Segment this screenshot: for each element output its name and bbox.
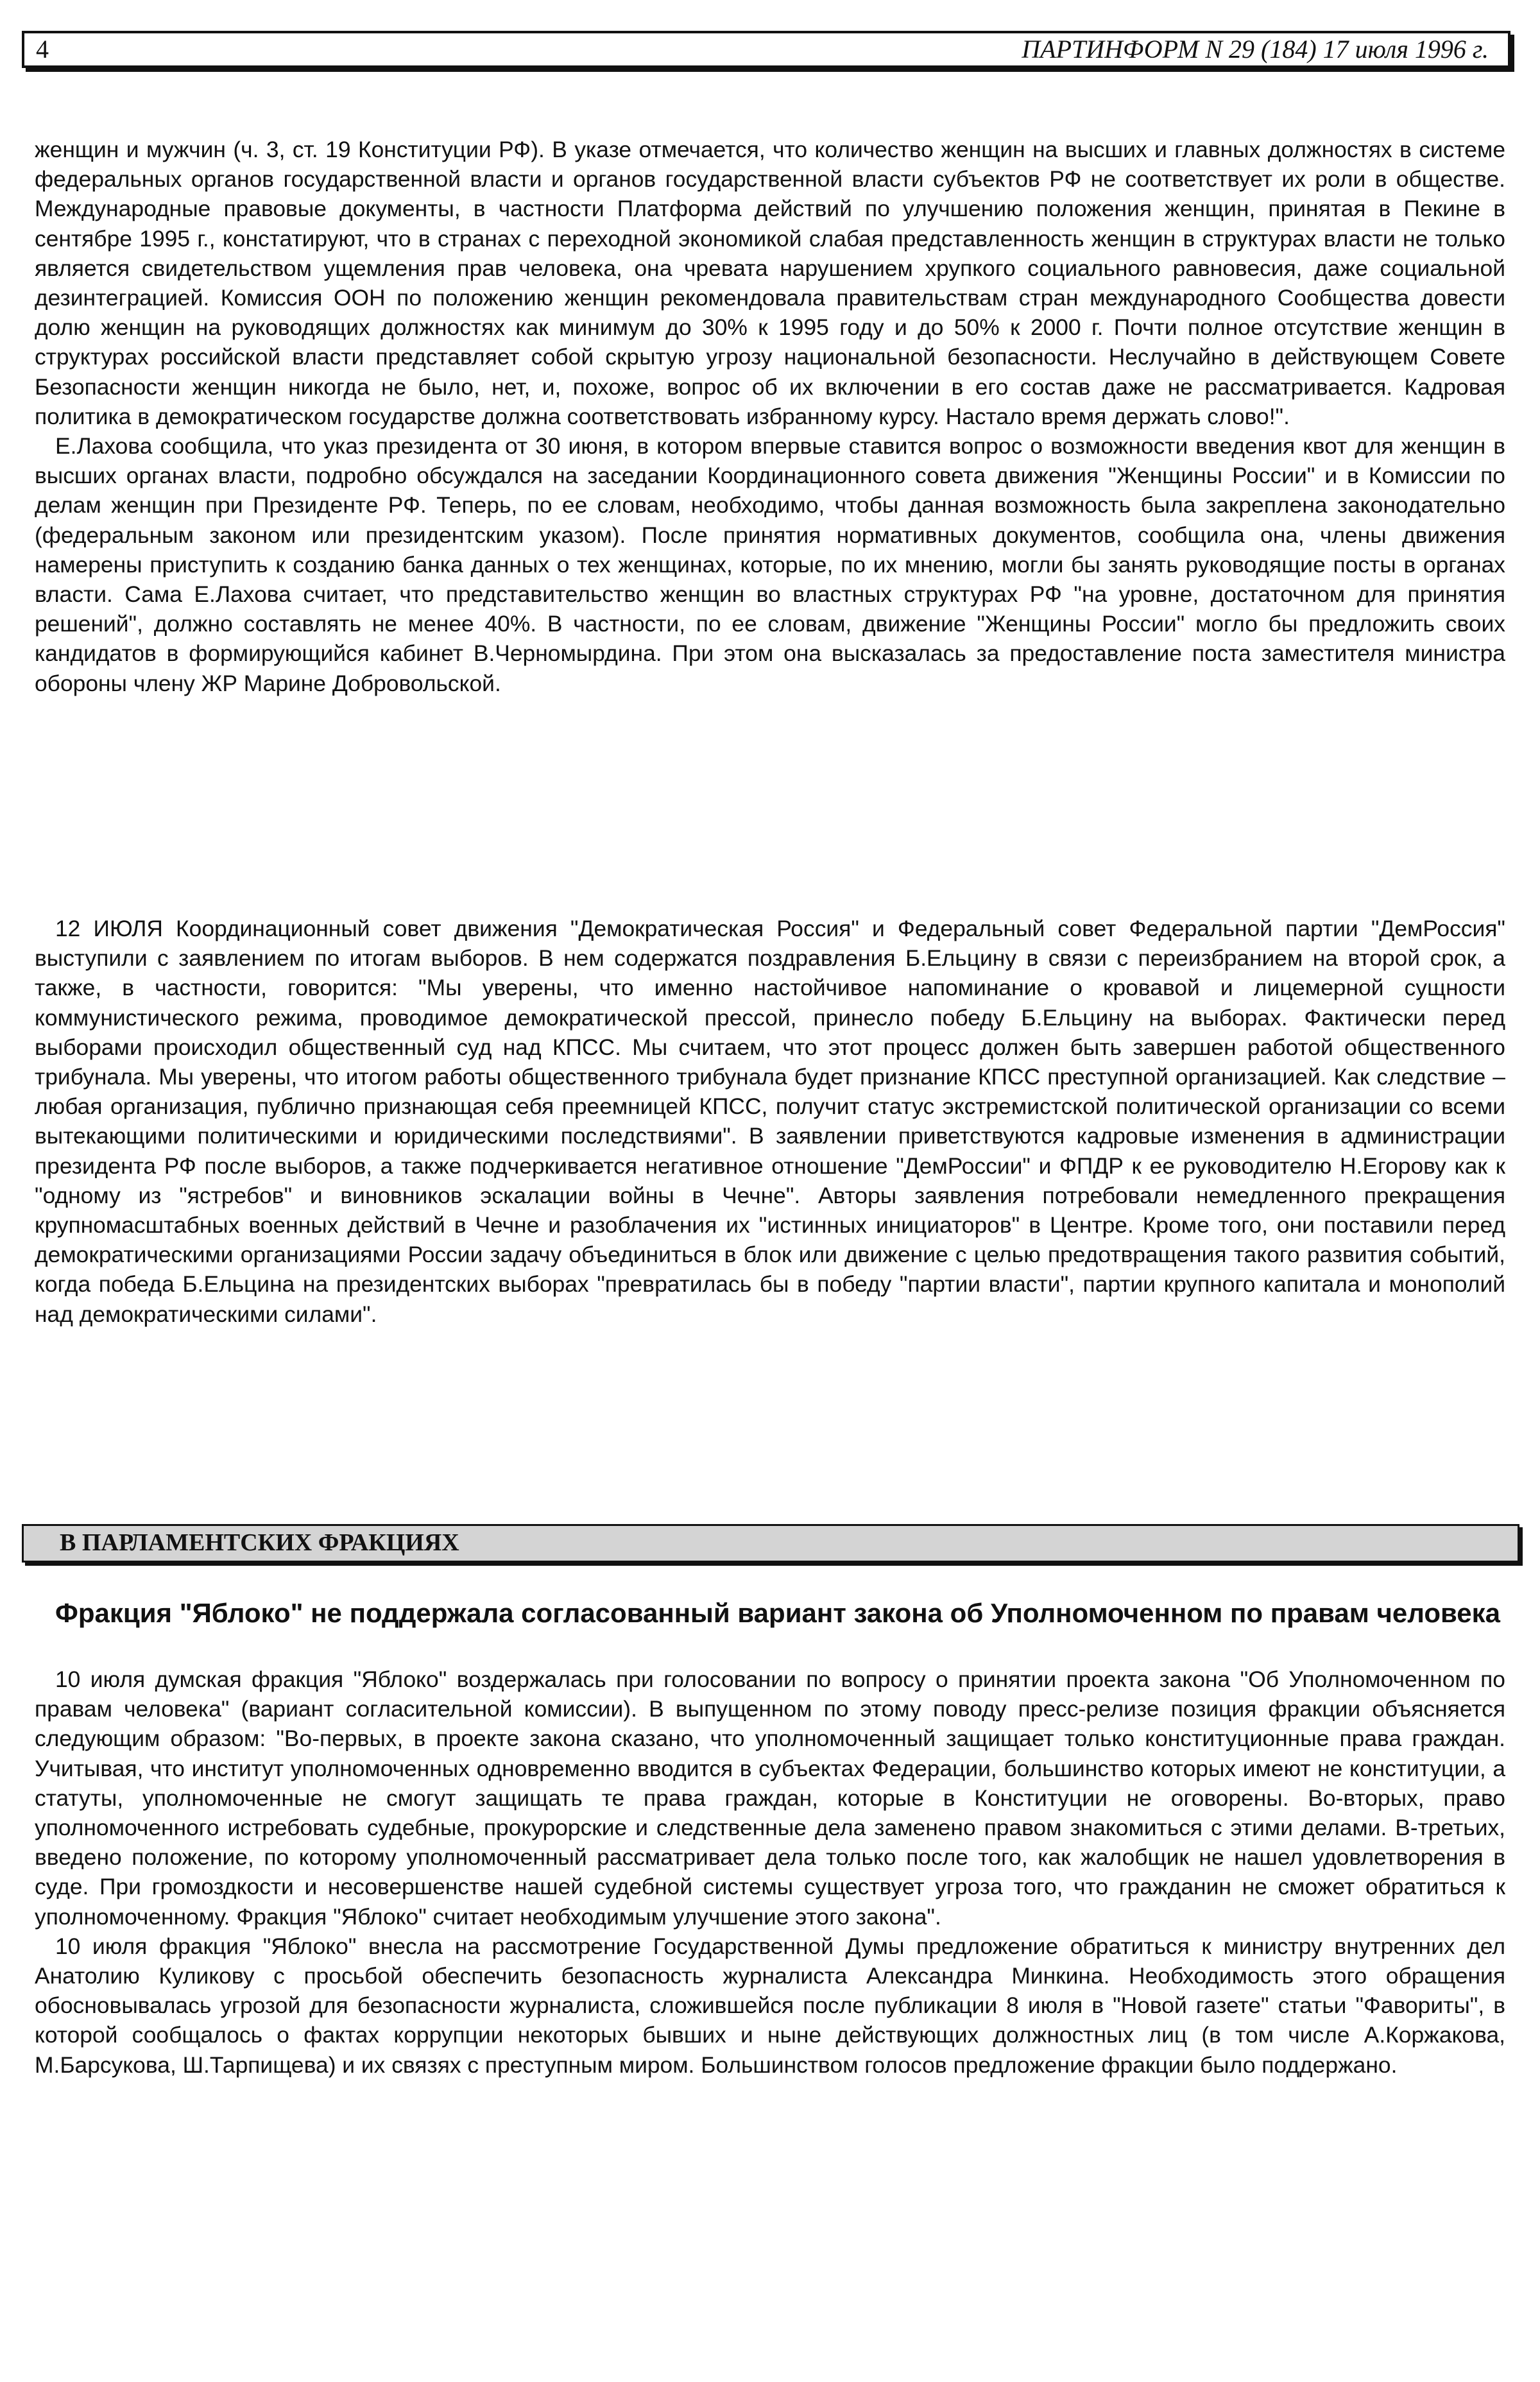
demrossiya-statement-block <box>35 914 1505 1329</box>
paragraph: женщин и мужчин (ч. 3, ст. 19 Конституции РФ). В указе отмечается, что количество женщин на высших и главных должностях в системе федеральных органов государственной власти и органов государственной власти субъектов РФ не соответствует их роли в обществе. Международные правовые документы, в частности Платформа действий по улучшению положения женщин, принятая в Пекине в сентябре 1995 г., констатируют, что в странах с переходной экономикой слабая представленность женщин в структурах власти не только является свидетельством ущемления прав человека, она чревата нарушением хрупкого социального равновесия, даже социальной дезинтеграцией. Комиссия ООН по положению женщин рекомендовала правительствам стран международного Сообщества довести долю женщин на руководящих должностях как минимум до 30% к 1995 году и до 50% к 2000 г. Почти полное отсутствие женщин в структурах российской власти представляет собой скрытую угрозу национальной безопасности. Неслучайно в действующем Совете Безопасности женщин никогда не было, нет, и, похоже, вопрос об их включении в его состав даже не рассматривается. Кадровая политика в демократическом государстве должна соответствовать избранному курсу. Настало время держать слово!". <box>35 137 1505 429</box>
page-header <box>22 31 1510 68</box>
page-number: 4 <box>36 35 49 64</box>
article-title: Фракция "Яблоко" не поддержала согласованный вариант закона об Уполномоченном по правам человека <box>55 1598 1501 1628</box>
section-title: В ПАРЛАМЕНТСКИХ ФРАКЦИЯХ <box>60 1529 459 1556</box>
yabloko-article-body <box>35 1665 1505 2080</box>
paragraph: 10 июля думская фракция "Яблоко" воздержалась при голосовании по вопросу о принятии проекта закона "Об Уполномоченном по правам человека" (вариант согласительной комиссии). В выпущенном по этому поводу пресс-релизе позиция фракции объясняется следующим образом: "Во-первых, в проекте закона сказано, что уполномоченный защищает только конституционные права граждан. Учитывая, что институт уполномоченных одновременно вводится в субъектах Федерации, большинство которых имеют не конституции, а статуты, уполномоченные не смогут защищать те права граждан, которые в Конституции не оговорены. Во-вторых, право уполномоченного истребовать судебные, прокурорские и следственные дела заменено правом знакомиться с этими делами. В-третьих, введено положение, по которому уполномоченный рассматривает дела только после того, как жалобщик не нашел удовлетворения в суде. При громоздкости и несовершенстве нашей судебной системы существует угроза того, что гражданин не сможет обратиться к уполномоченному. Фракция "Яблоко" считает необходимым улучшение этого закона". <box>35 1667 1505 1930</box>
paragraph: Е.Лахова сообщила, что указ президента от 30 июня, в котором впервые ставится вопрос о возможности введения квот для женщин в высших органах власти, подробно обсуждался на заседании Координационного совета движения "Женщины России" и в Комиссии по делам женщин при Президенте РФ. Теперь, по ее словам, необходимо, чтобы данная возможность была закреплена законодательно (федеральным законом или президентским указом). После принятия нормативных документов, сообщила она, члены движения намерены приступить к созданию банка данных о тех женщинах, которые, по их мнению, могли бы занять руководящие посты в органах власти. Сама Е.Лахова считает, что представительство женщин во властных структурах РФ "на уровне, достаточном для принятия решений", должно составлять не менее 40%. В частности, по ее словам, движение "Женщины России" могло бы предложить своих кандидатов в формирующийся кабинет В.Черномырдина. При этом она высказалась за предоставление поста заместителя министра обороны члену ЖР Марине Добровольской. <box>35 433 1505 696</box>
paragraph: 12 ИЮЛЯ Координационный совет движения "Демократическая Россия" и Федеральный совет Федеральной партии "ДемРоссия" выступили с заявлением по итогам выборов. В нем содержатся поздравления Б.Ельцину в связи с переизбранием на второй срок, а также, в частности, говорится: "Мы уверены, что именно настойчивое напоминание о кровавой и лицемерной сущности коммунистического режима, проводимое демократической прессой, принесло победу Б.Ельцину на выборах. Фактически перед выборами происходил общественный суд над КПСС. Мы считаем, что этот процесс должен быть завершен работой общественного трибунала. Мы уверены, что итогом работы общественного трибунала будет признание КПСС преступной организацией. Как следствие – любая организация, публично признающая себя преемницей КПСС, получит статус экстремистской политической организации со всеми вытекающими политическими и юридическими последствиями". В заявлении приветствуются кадровые изменения в администрации президента РФ после выборов, а также подчеркивается негативное отношение "ДемРоссии" и ФПДР к ее руководителю Н.Егорову как к "одному из "ястребов" и виновников эскалации войны в Чечне". Авторы заявления потребовали немедленного прекращения крупномасштабных военных действий в Чечне и разоблачения их "истинных инициаторов" в Центре. Кроме того, они поставили перед демократическими организациями России задачу объединиться в блок или движение с целью предотвращения такого развития событий, когда победа Б.Ельцина на президентских выборах "превратилась бы в победу "партии власти", партии крупного капитала и монополий над демократическими силами". <box>35 916 1505 1327</box>
women-quota-block <box>35 135 1505 698</box>
paragraph: 10 июля фракция "Яблоко" внесла на рассмотрение Государственной Думы предложение обратиться к министру внутренних дел Анатолию Куликову с просьбой обеспечить безопасность журналиста Александра Минкина. Необходимость этого обращения обосновывалась угрозой для безопасности журналиста, сложившейся после публикации 8 июля в "Новой газете" статьи "Фавориты", в которой сообщалось о фактах коррупции некоторых бывших и ныне действующих должностных лиц (в том числе А.Коржакова, М.Барсукова, Ш.Тарпищева) и их связях с преступным миром. Большинством голосов предложение фракции было поддержано. <box>35 1933 1505 2078</box>
publication-title: ПАРТИНФОРМ N 29 (184) 17 июля 1996 г. <box>1022 35 1489 64</box>
section-heading-bar <box>22 1524 1519 1563</box>
